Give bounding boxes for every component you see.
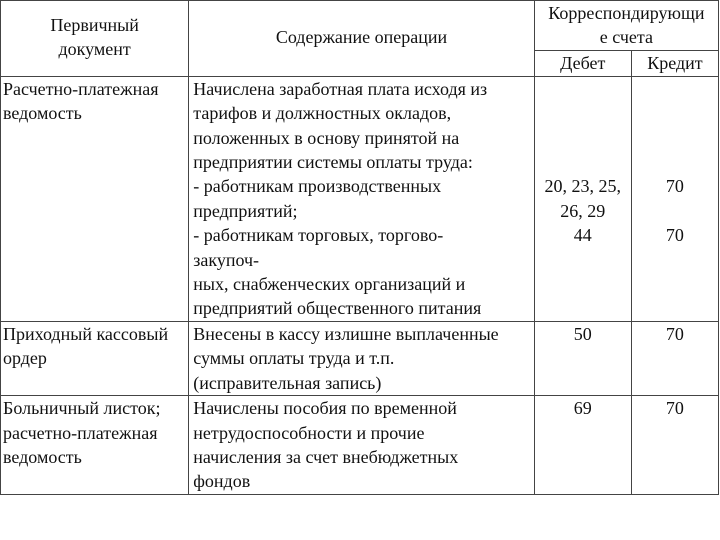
row-credit	[631, 76, 718, 321]
table-row	[1, 396, 719, 495]
row-content-line: предприятий;	[193, 200, 298, 221]
row-credit-value: 70	[665, 225, 684, 246]
row-content-line: тарифов и должностных окладов,	[193, 103, 452, 124]
row-content-line: Начислены пособия по временной	[193, 398, 457, 419]
row-document-line: расчетно-платежная	[3, 422, 158, 443]
row-debit-value: 44	[573, 225, 592, 246]
row-content	[189, 321, 534, 395]
header-document-line-2: документ	[58, 39, 131, 60]
header-document-line-1: Первичный	[50, 15, 139, 35]
row-content-line: ных, снабженческих организаций и	[193, 274, 466, 295]
header-accounts-line-2: е счета	[599, 27, 653, 48]
row-content-line: - работникам производственных	[193, 176, 442, 197]
table-row	[1, 321, 719, 395]
row-content-line: предприятии системы оплаты труда:	[193, 152, 473, 173]
row-document-line: Расчетно-платежная	[3, 78, 159, 99]
row-credit: 70	[631, 321, 718, 395]
row-credit-value: 70	[665, 176, 684, 197]
header-accounts	[534, 1, 718, 51]
row-content-line: (исправительная запись)	[193, 372, 382, 393]
row-content	[189, 396, 534, 495]
row-content-line: суммы оплаты труда и т.п.	[193, 348, 395, 369]
row-debit: 50	[534, 321, 631, 395]
row-content-line: нетрудоспособности и прочие	[193, 422, 425, 443]
row-debit-value: 20, 23, 25,	[544, 176, 622, 197]
row-content-line: положенных в основу принятой на	[193, 127, 460, 148]
row-document-line: ведомость	[3, 103, 82, 124]
row-content-line: Начислена заработная плата исходя из	[193, 78, 488, 99]
row-content-line: предприятий общественного питания	[193, 298, 482, 319]
row-content-line: начисления за счет внебюджетных	[193, 446, 459, 467]
header-row-1	[1, 1, 719, 51]
row-document-line: ордер	[3, 348, 47, 369]
header-accounts-line-1: Корреспондирующи	[548, 3, 705, 23]
row-document-line: Больничный листок;	[3, 398, 161, 419]
row-credit: 70	[631, 396, 718, 495]
row-document	[1, 396, 189, 495]
table-row	[1, 76, 719, 321]
row-content	[189, 76, 534, 321]
row-debit-value: 26, 29	[560, 200, 606, 221]
row-debit	[534, 76, 631, 321]
row-content-line: Внесены в кассу излишне выплаченные	[193, 323, 499, 344]
row-content-line: - работникам торговых, торгово-	[193, 225, 444, 246]
row-content-line: закупоч-	[193, 249, 260, 270]
row-document	[1, 321, 189, 395]
header-document	[1, 1, 189, 77]
header-content: Содержание операции	[189, 1, 534, 77]
header-credit: Кредит	[631, 50, 718, 76]
header-debit: Дебет	[534, 50, 631, 76]
row-document-line: ведомость	[3, 446, 82, 467]
row-document	[1, 76, 189, 321]
row-content-line: фондов	[193, 471, 251, 492]
row-document-line: Приходный кассовый	[3, 323, 169, 344]
row-debit: 69	[534, 396, 631, 495]
